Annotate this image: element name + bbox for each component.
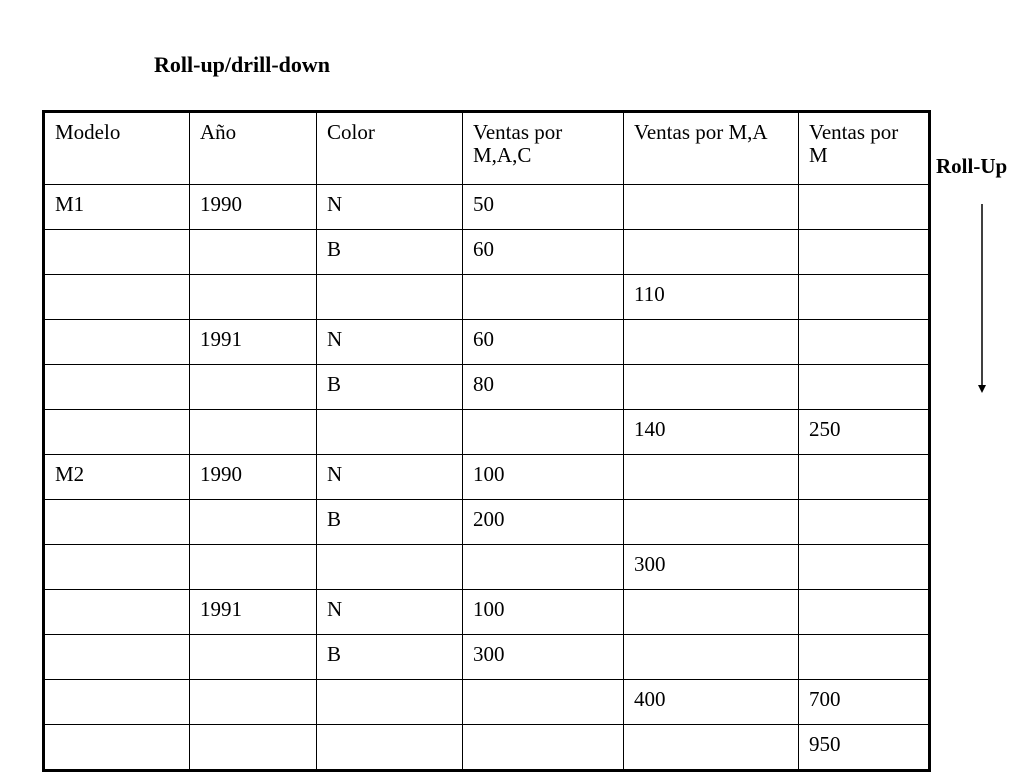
cell-ventas-ma <box>624 500 799 545</box>
cell-color <box>317 410 463 455</box>
header-modelo: Modelo <box>44 112 190 185</box>
cell-ventas-m <box>799 320 930 365</box>
cell-modelo <box>44 635 190 680</box>
header-ano: Año <box>190 112 317 185</box>
cell-ventas-ma: 300 <box>624 545 799 590</box>
cell-ventas-mac <box>463 410 624 455</box>
cell-modelo <box>44 725 190 771</box>
cell-color: N <box>317 590 463 635</box>
table-row <box>44 185 930 230</box>
header-color: Color <box>317 112 463 185</box>
cell-ventas-mac <box>463 275 624 320</box>
table-row <box>44 725 930 771</box>
cell-ventas-m <box>799 545 930 590</box>
table-row <box>44 590 930 635</box>
cell-modelo: M1 <box>44 185 190 230</box>
table-row <box>44 680 930 725</box>
cell-ventas-m: 250 <box>799 410 930 455</box>
table-row <box>44 230 930 275</box>
cell-ano: 1990 <box>190 185 317 230</box>
header-ventas-mac: Ventas por M,A,C <box>463 112 624 185</box>
cell-color: N <box>317 455 463 500</box>
cell-ventas-mac <box>463 545 624 590</box>
cell-color <box>317 725 463 771</box>
cell-ventas-ma: 400 <box>624 680 799 725</box>
cell-modelo <box>44 410 190 455</box>
cell-ventas-m <box>799 590 930 635</box>
cell-ventas-mac: 200 <box>463 500 624 545</box>
table-row <box>44 635 930 680</box>
cell-color: B <box>317 500 463 545</box>
cell-modelo: M2 <box>44 455 190 500</box>
cell-ventas-ma <box>624 590 799 635</box>
table-row <box>44 275 930 320</box>
down-arrow-icon <box>972 204 992 396</box>
cell-ventas-ma <box>624 635 799 680</box>
rollup-label: Roll-Up <box>936 154 1008 178</box>
cell-ventas-m <box>799 275 930 320</box>
cell-ventas-ma <box>624 230 799 275</box>
cell-modelo <box>44 275 190 320</box>
table-row <box>44 365 930 410</box>
cell-ventas-mac <box>463 680 624 725</box>
cell-ano <box>190 230 317 275</box>
cell-ano: 1990 <box>190 455 317 500</box>
cell-ano <box>190 410 317 455</box>
cell-ano <box>190 725 317 771</box>
table-row <box>44 410 930 455</box>
table-row <box>44 500 930 545</box>
cell-ano: 1991 <box>190 320 317 365</box>
cell-ventas-m <box>799 185 930 230</box>
cell-ano <box>190 635 317 680</box>
cell-ano <box>190 500 317 545</box>
cell-ventas-m <box>799 500 930 545</box>
cell-color: B <box>317 635 463 680</box>
cell-ventas-m <box>799 230 930 275</box>
cell-ventas-ma <box>624 725 799 771</box>
cell-ventas-ma <box>624 320 799 365</box>
cell-ventas-mac: 60 <box>463 230 624 275</box>
cell-ano: 1991 <box>190 590 317 635</box>
cell-color: N <box>317 320 463 365</box>
cell-color: B <box>317 365 463 410</box>
cell-ventas-mac: 300 <box>463 635 624 680</box>
cell-ventas-mac: 100 <box>463 590 624 635</box>
cell-modelo <box>44 365 190 410</box>
table-row <box>44 320 930 365</box>
cell-ventas-m <box>799 635 930 680</box>
cell-modelo <box>44 320 190 365</box>
cell-ventas-m <box>799 365 930 410</box>
cell-color: N <box>317 185 463 230</box>
page-title: Roll-up/drill-down <box>154 52 331 77</box>
cell-color <box>317 545 463 590</box>
cell-ventas-mac: 100 <box>463 455 624 500</box>
cell-ventas-ma: 110 <box>624 275 799 320</box>
cell-ventas-ma <box>624 185 799 230</box>
cell-modelo <box>44 680 190 725</box>
cell-modelo <box>44 545 190 590</box>
cell-color <box>317 275 463 320</box>
header-ventas-ma: Ventas por M,A <box>624 112 799 185</box>
table-row <box>44 455 930 500</box>
cell-ventas-ma <box>624 365 799 410</box>
table-row <box>44 545 930 590</box>
cell-ano <box>190 365 317 410</box>
cell-ventas-m: 700 <box>799 680 930 725</box>
cell-ventas-mac: 50 <box>463 185 624 230</box>
cell-color: B <box>317 230 463 275</box>
cell-ventas-mac: 60 <box>463 320 624 365</box>
cell-ano <box>190 680 317 725</box>
cell-ventas-ma <box>624 455 799 500</box>
rollup-table <box>42 110 931 772</box>
cell-modelo <box>44 230 190 275</box>
cell-ano <box>190 545 317 590</box>
cell-color <box>317 680 463 725</box>
header-ventas-m: Ventas por M <box>799 112 930 185</box>
cell-ventas-m: 950 <box>799 725 930 771</box>
cell-ventas-mac: 80 <box>463 365 624 410</box>
table-header-row <box>44 112 930 185</box>
cell-modelo <box>44 500 190 545</box>
cell-modelo <box>44 590 190 635</box>
cell-ano <box>190 275 317 320</box>
cell-ventas-m <box>799 455 930 500</box>
cell-ventas-mac <box>463 725 624 771</box>
cell-ventas-ma: 140 <box>624 410 799 455</box>
